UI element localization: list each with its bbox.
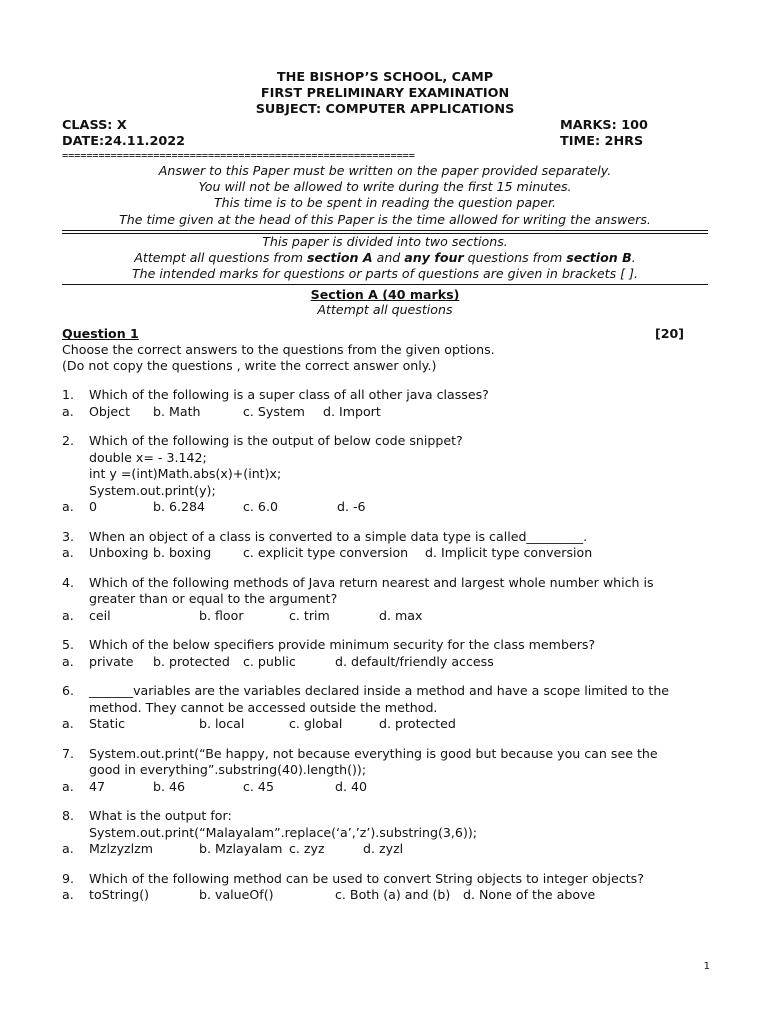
question-number: 8. bbox=[62, 808, 75, 824]
question-label: Question 1 bbox=[62, 326, 139, 342]
instructions-block bbox=[62, 163, 708, 228]
option-label: a. bbox=[62, 841, 74, 857]
instruction-line: You will not be allowed to write during the first 15 minutes. bbox=[198, 179, 572, 195]
code-line: int y =(int)Math.abs(x)+(int)x; bbox=[89, 466, 282, 482]
question-marks: [20] bbox=[654, 326, 684, 342]
class-marks-row bbox=[62, 118, 708, 134]
question-text-line bbox=[62, 591, 708, 608]
text-run: . bbox=[631, 250, 636, 266]
answer-option: d. Implicit type conversion bbox=[425, 545, 593, 561]
question-item bbox=[62, 637, 708, 670]
question-header bbox=[62, 326, 708, 342]
answer-option: b. boxing bbox=[153, 545, 212, 561]
option-label: a. bbox=[62, 545, 74, 561]
question-item bbox=[62, 683, 708, 733]
answer-option: d. default/friendly access bbox=[335, 653, 494, 669]
question-number: 2. bbox=[62, 433, 75, 449]
question-text-line bbox=[62, 637, 708, 654]
answer-option: c. explicit type conversion bbox=[243, 545, 409, 561]
answer-option: c. trim bbox=[289, 607, 330, 623]
question-item bbox=[62, 575, 708, 625]
answer-option: Mzlzyzlzm bbox=[89, 841, 154, 857]
question-text-line bbox=[62, 433, 708, 450]
options-row bbox=[62, 716, 708, 733]
instruction-line: This time is to be spent in reading the question paper. bbox=[213, 195, 557, 211]
answer-option: c. zyz bbox=[289, 841, 325, 857]
exam-title: FIRST PRELIMINARY EXAMINATION bbox=[260, 86, 510, 101]
question-text: System.out.print(“Malayalam”.replace(‘a’,’z’).substring(3,6)); bbox=[89, 824, 478, 840]
answer-option: d. protected bbox=[379, 716, 456, 732]
options-row bbox=[62, 779, 708, 796]
question-item bbox=[62, 387, 708, 420]
question-text-line bbox=[62, 683, 708, 700]
instruction-line bbox=[62, 250, 708, 266]
answer-option: c. System bbox=[243, 403, 305, 419]
text-run-bold: any four bbox=[404, 250, 464, 266]
question-item bbox=[62, 808, 708, 858]
answer-option: d. 40 bbox=[335, 778, 368, 794]
question-number: 7. bbox=[62, 745, 75, 761]
question-number: 1. bbox=[62, 387, 75, 403]
question-text-line bbox=[62, 825, 708, 842]
separator-line: ========================================================== bbox=[62, 151, 415, 162]
question-instruction: Choose the correct answers to the questions from the given options. bbox=[62, 342, 495, 358]
answer-option: Unboxing bbox=[89, 545, 149, 561]
page-number: 1 bbox=[703, 961, 710, 972]
answer-option: b. 46 bbox=[153, 778, 186, 794]
question-number: 3. bbox=[62, 528, 75, 544]
question-number: 5. bbox=[62, 637, 75, 653]
question-number bbox=[62, 825, 89, 842]
answer-option: b. local bbox=[199, 716, 245, 732]
option-label: a. bbox=[62, 607, 74, 623]
question-text: What is the output for: bbox=[89, 808, 232, 824]
text-run-bold: section A bbox=[307, 250, 373, 266]
question-text-line bbox=[62, 529, 708, 546]
answer-option: d. max bbox=[379, 607, 423, 623]
school-name: THE BISHOP’S SCHOOL, CAMP bbox=[276, 70, 494, 85]
question-text-line bbox=[62, 808, 708, 825]
question-item bbox=[62, 746, 708, 796]
class-label: CLASS: X bbox=[62, 118, 127, 133]
options-row bbox=[62, 608, 708, 625]
date-label: DATE:24.11.2022 bbox=[62, 134, 186, 149]
question-number: 6. bbox=[62, 683, 75, 699]
answer-option: c. 6.0 bbox=[243, 499, 278, 515]
text-run: questions from bbox=[463, 250, 567, 266]
answer-option: b. 6.284 bbox=[153, 499, 206, 515]
question-item bbox=[62, 433, 708, 516]
answer-option: c. global bbox=[289, 716, 343, 732]
answer-option: b. Math bbox=[153, 403, 201, 419]
answer-option: toString() bbox=[89, 887, 150, 903]
question-text-line bbox=[62, 871, 708, 888]
time-label: TIME: 2HRS bbox=[560, 134, 644, 149]
option-label: a. bbox=[62, 887, 74, 903]
question-text: Which of the following methods of Java return nearest and largest whole number which is bbox=[89, 574, 654, 590]
question-item bbox=[62, 529, 708, 562]
question-text-line bbox=[62, 700, 708, 717]
section-subtitle: Attempt all questions bbox=[317, 302, 453, 318]
question-number: 9. bbox=[62, 870, 75, 886]
options-row bbox=[62, 404, 708, 421]
answer-option: b. valueOf() bbox=[199, 887, 274, 903]
question-text-line bbox=[62, 762, 708, 779]
code-line: double x= - 3.142; bbox=[89, 449, 207, 465]
answer-option: b. protected bbox=[153, 653, 230, 669]
option-label: a. bbox=[62, 716, 74, 732]
text-run: and bbox=[372, 250, 405, 266]
answer-option: 47 bbox=[89, 778, 106, 794]
question-text: When an object of a class is converted to a simple data type is called_________. bbox=[89, 528, 588, 544]
question-text-line bbox=[62, 387, 708, 404]
code-line: System.out.print(y); bbox=[89, 482, 216, 498]
instruction-line: The intended marks for questions or parts of questions are given in brackets [ ]. bbox=[131, 266, 639, 282]
instruction-line: Answer to this Paper must be written on the paper provided separately. bbox=[158, 163, 612, 178]
options-row bbox=[62, 499, 708, 516]
answer-option: Static bbox=[89, 716, 126, 732]
text-run: Attempt all questions from bbox=[134, 250, 307, 266]
options-row bbox=[62, 654, 708, 671]
answer-option: ceil bbox=[89, 607, 111, 623]
text-run-bold: section B bbox=[566, 250, 632, 266]
answer-option: d. -6 bbox=[337, 499, 366, 515]
answer-option: c. public bbox=[243, 653, 296, 669]
options-row bbox=[62, 545, 708, 562]
answer-option: d. None of the above bbox=[463, 887, 596, 903]
answer-option: b. floor bbox=[199, 607, 244, 623]
divider bbox=[62, 284, 708, 285]
answer-option: d. Import bbox=[323, 403, 381, 419]
question-text: method. They cannot be accessed outside the method. bbox=[89, 699, 438, 715]
question-text-line bbox=[62, 575, 708, 592]
question-text: Which of the following method can be used to convert String objects to integer objects? bbox=[89, 870, 644, 886]
question-item bbox=[62, 871, 708, 904]
question-text: _______variables are the variables declared inside a method and have a scope limited to the bbox=[89, 683, 670, 699]
answer-option: d. zyzl bbox=[363, 841, 404, 857]
question-text: good in everything”.substring(40).length()); bbox=[89, 762, 367, 778]
question-text: Which of the following is the output of below code snippet? bbox=[89, 433, 463, 449]
question-number bbox=[62, 591, 89, 608]
section-title: Section A (40 marks) bbox=[310, 287, 460, 303]
options-row bbox=[62, 841, 708, 858]
option-label: a. bbox=[62, 778, 74, 794]
question-text: greater than or equal to the argument? bbox=[89, 591, 338, 607]
question-number bbox=[62, 700, 89, 717]
option-label: a. bbox=[62, 403, 74, 419]
marks-label: MARKS: 100 bbox=[560, 118, 648, 133]
question-text: Which of the following is a super class of all other java classes? bbox=[89, 387, 489, 403]
answer-option: private bbox=[89, 653, 134, 669]
question-number bbox=[62, 762, 89, 779]
answer-option: b. Mzlayalam bbox=[199, 841, 283, 857]
instructions-block-2 bbox=[62, 234, 708, 283]
question-instruction: (Do not copy the questions , write the correct answer only.) bbox=[62, 358, 437, 374]
date-time-row bbox=[62, 134, 708, 150]
question-text: Which of the below specifiers provide minimum security for the class members? bbox=[89, 637, 596, 653]
answer-option: c. Both (a) and (b) bbox=[335, 887, 451, 903]
answer-option: Object bbox=[89, 403, 131, 419]
exam-page bbox=[62, 70, 708, 904]
question-list bbox=[62, 387, 708, 904]
question-text: System.out.print(“Be happy, not because everything is good but because you can see the bbox=[89, 745, 658, 761]
answer-option: c. 45 bbox=[243, 778, 274, 794]
answer-option: 0 bbox=[89, 499, 98, 515]
option-label: a. bbox=[62, 653, 74, 669]
question-text-line bbox=[62, 746, 708, 763]
instruction-line: This paper is divided into two sections. bbox=[262, 233, 508, 249]
options-row bbox=[62, 887, 708, 904]
subject-title: SUBJECT: COMPUTER APPLICATIONS bbox=[255, 102, 515, 117]
instruction-line: The time given at the head of this Paper is the time allowed for writing the answers. bbox=[119, 211, 651, 227]
question-number: 4. bbox=[62, 574, 75, 590]
option-label: a. bbox=[62, 499, 74, 515]
